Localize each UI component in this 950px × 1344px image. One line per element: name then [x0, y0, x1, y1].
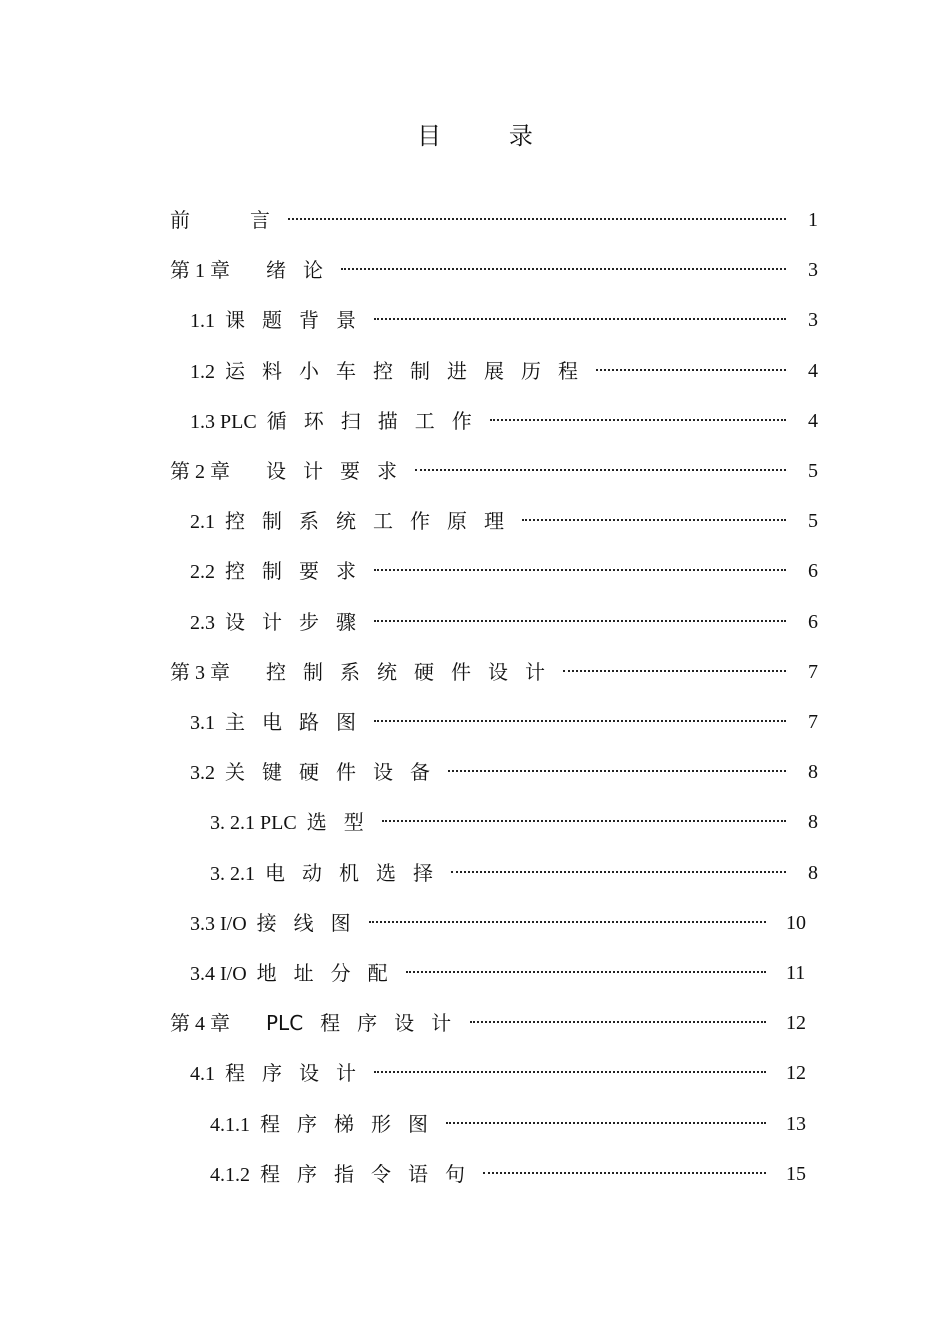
toc-entry-label	[190, 406, 472, 437]
toc-entry[interactable]	[0, 1058, 950, 1088]
toc-title-char: 录	[508, 122, 533, 150]
toc-page-number: 8	[808, 761, 818, 784]
toc-entry-number: 1.2	[190, 360, 215, 383]
toc-entry[interactable]	[0, 1109, 950, 1139]
toc-leader-dots	[374, 720, 786, 722]
toc-entry[interactable]	[0, 908, 950, 938]
toc-entry-number: 2.2	[190, 561, 215, 584]
toc-page-number: 4	[808, 359, 818, 382]
toc-entry-label	[190, 958, 388, 989]
toc-entry-title: 控 制 系 统 工 作 原 理	[225, 509, 504, 534]
toc-entry-label	[170, 255, 323, 286]
toc-entry-label	[190, 908, 351, 939]
toc-entry-title: PLC 程 序 设 计	[266, 1011, 452, 1036]
toc-page-number: 11	[786, 962, 806, 984]
toc-entry-title: 地 址 分 配	[256, 961, 388, 985]
toc-entry-title: 选 型	[306, 810, 364, 835]
toc-entry-title: 控 制 要 求	[225, 559, 356, 584]
toc-entry-label	[170, 1008, 451, 1039]
toc-entry-title: 循 环 扫 描 工 作	[266, 408, 472, 433]
toc-entry-number: 第 3 章	[170, 661, 230, 684]
toc-entry-title: 程 序 设 计	[225, 1061, 356, 1086]
toc-entry-number: 3. 2.1	[210, 862, 255, 885]
toc-entry-title: 程 序 梯 形 图	[260, 1111, 428, 1136]
toc-leader-dots	[483, 1172, 766, 1174]
toc-leader-dots	[451, 871, 786, 873]
toc-entry[interactable]	[0, 556, 950, 586]
toc-entry-title: 设 计 要 求	[266, 459, 397, 483]
toc-leader-dots	[406, 971, 766, 973]
toc-entry-title: 前 言	[170, 208, 270, 232]
toc-entry-number: 3. 2.1 PLC	[210, 812, 297, 835]
toc-entry-number: 第 4 章	[170, 1013, 230, 1036]
toc-entry-title: 设 计 步 骤	[225, 609, 356, 634]
toc-leader-dots	[374, 569, 786, 571]
toc-page-number: 7	[808, 660, 818, 683]
toc-entry[interactable]	[0, 757, 950, 787]
toc-entry-number: 第 2 章	[170, 461, 230, 483]
toc-entry-number: 2.1	[190, 511, 215, 534]
toc-entry[interactable]	[0, 456, 950, 486]
toc-entry-label	[190, 607, 356, 638]
toc-entry-number: 1.1	[190, 310, 215, 333]
toc-leader-dots	[341, 268, 786, 270]
toc-entry-label	[210, 1159, 465, 1190]
toc-entry[interactable]	[0, 305, 950, 335]
toc-leader-dots	[415, 469, 786, 471]
toc-entry-title: 绪 论	[266, 258, 323, 283]
toc-entry-title: 课 题 背 景	[225, 308, 356, 333]
toc-entry[interactable]	[0, 607, 950, 637]
toc-leader-dots	[596, 369, 786, 371]
toc-entry[interactable]	[0, 406, 950, 436]
toc-leader-dots	[522, 519, 786, 521]
toc-leader-dots	[374, 318, 786, 320]
toc-page-number: 15	[786, 1162, 806, 1185]
toc-leader-dots	[446, 1122, 766, 1124]
toc-leader-dots	[374, 620, 786, 622]
toc-entry-title: 运 料 小 车 控 制 进 展 历 程	[225, 358, 578, 383]
toc-entry-label	[170, 456, 397, 487]
toc-page-number: 1	[808, 209, 818, 231]
toc-entry-number: 3.1	[190, 712, 215, 734]
toc-entry-title: 接 线 图	[256, 910, 351, 935]
toc-page-number: 5	[808, 460, 818, 482]
toc-page-number: 3	[808, 309, 818, 332]
toc-entry-number: 2.3	[190, 611, 215, 634]
toc-page-number: 3	[808, 259, 818, 282]
toc-entry-title: 电 动 机 选 择	[265, 860, 433, 885]
toc-entry-number: 3.4 I/O	[190, 963, 247, 985]
toc-leader-dots	[369, 921, 766, 923]
toc-entry-label	[210, 1109, 428, 1140]
toc-entry-title: 关 键 硬 件 设 备	[225, 760, 430, 785]
toc-leader-dots	[288, 218, 786, 220]
toc-entry-number: 1.3 PLC	[190, 410, 257, 433]
toc-entry[interactable]	[0, 958, 950, 988]
toc-title	[0, 116, 950, 151]
toc-entry-number: 第 1 章	[170, 260, 230, 283]
toc-entry[interactable]	[0, 807, 950, 837]
toc-entry-title: 控 制 系 统 硬 件 设 计	[266, 659, 545, 684]
toc-entry-label	[210, 858, 433, 889]
toc-entry-label	[210, 807, 364, 838]
toc-entry[interactable]	[0, 506, 950, 536]
toc-leader-dots	[470, 1021, 766, 1023]
toc-page-number: 7	[808, 711, 818, 733]
toc-entry[interactable]	[0, 205, 950, 235]
toc-entry-label	[190, 356, 578, 387]
toc-entry[interactable]	[0, 1008, 950, 1038]
toc-entry-label	[190, 757, 430, 788]
toc-entry-label	[170, 205, 270, 235]
toc-leader-dots	[374, 1071, 766, 1073]
toc-page-number: 10	[786, 911, 806, 934]
toc-leader-dots	[448, 770, 786, 772]
toc-leader-dots	[382, 820, 786, 822]
toc-entry-label	[190, 556, 356, 587]
toc-page-number: 12	[786, 1012, 806, 1035]
toc-page-number: 8	[808, 811, 818, 834]
toc-entry-label	[190, 305, 356, 336]
toc-entry-number: 4.1.1	[210, 1113, 250, 1136]
toc-entry[interactable]	[0, 707, 950, 737]
toc-entry-label	[190, 1058, 356, 1089]
toc-title-char: 目	[417, 122, 442, 150]
toc-leader-dots	[563, 670, 786, 672]
toc-entry-number: 3.2	[190, 762, 215, 785]
toc-entry[interactable]	[0, 1159, 950, 1189]
toc-entry-number: 4.1	[190, 1063, 215, 1086]
toc-page-number: 8	[808, 861, 818, 884]
toc-entry-title: 主 电 路 图	[225, 710, 356, 734]
toc-entry[interactable]	[0, 255, 950, 285]
toc-entry[interactable]	[0, 858, 950, 888]
toc-entry[interactable]	[0, 356, 950, 386]
toc-entry-label	[170, 657, 545, 688]
toc-page-number: 13	[786, 1112, 806, 1135]
toc-entry-number: 4.1.2	[210, 1163, 250, 1186]
toc-page-number: 4	[808, 409, 818, 432]
toc-entry-number: 3.3 I/O	[190, 912, 247, 935]
toc-page-number: 6	[808, 560, 818, 583]
toc-page-number: 12	[786, 1062, 806, 1085]
toc-entry-label	[190, 707, 356, 738]
toc-entry-title: 程 序 指 令 语 句	[260, 1161, 465, 1186]
toc-page-number: 6	[808, 610, 818, 633]
toc-page-number: 5	[808, 510, 818, 533]
toc-entry-label	[190, 506, 504, 537]
toc-entry[interactable]	[0, 657, 950, 687]
toc-leader-dots	[490, 419, 786, 421]
